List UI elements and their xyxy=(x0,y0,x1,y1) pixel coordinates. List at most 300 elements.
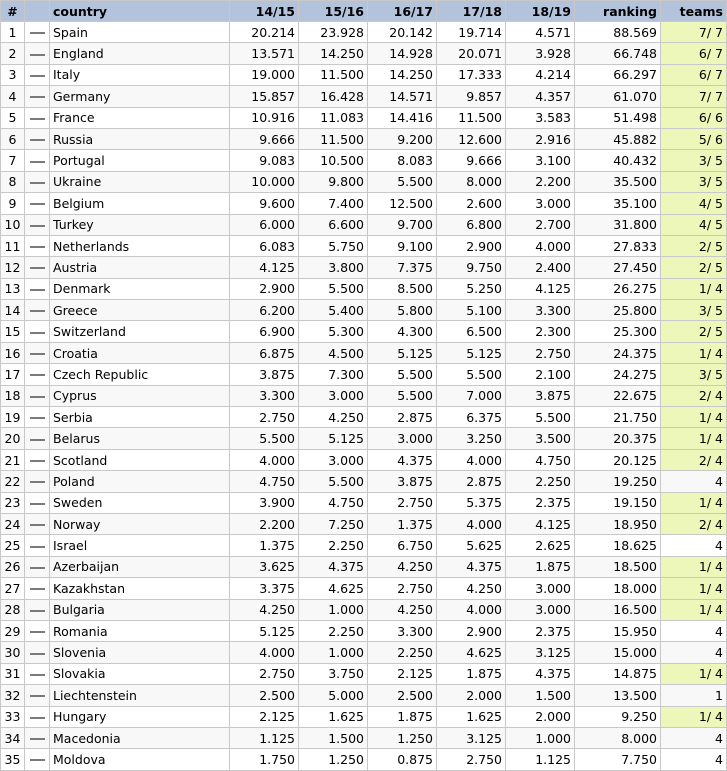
cell-season-16-17: 7.375 xyxy=(368,257,437,278)
cell-teams: 1/ 4 xyxy=(661,428,727,449)
cell-season-14-15: 2.125 xyxy=(230,706,299,727)
cell-country[interactable]: Scotland xyxy=(50,449,230,470)
cell-teams: 3/ 5 xyxy=(661,150,727,171)
cell-ranking: 18.000 xyxy=(575,578,661,599)
cell-rank: 32 xyxy=(1,685,25,706)
cell-teams: 1/ 4 xyxy=(661,599,727,620)
header-country[interactable]: country xyxy=(50,1,230,22)
cell-country[interactable]: Switzerland xyxy=(50,321,230,342)
cell-season-15-16: 1.000 xyxy=(299,599,368,620)
cell-rank: 22 xyxy=(1,471,25,492)
cell-ranking: 51.498 xyxy=(575,107,661,128)
cell-country[interactable]: Germany xyxy=(50,86,230,107)
cell-country[interactable]: England xyxy=(50,43,230,64)
cell-rank: 4 xyxy=(1,86,25,107)
cell-season-15-16: 1.000 xyxy=(299,642,368,663)
flag-icon xyxy=(30,524,45,526)
cell-country[interactable]: Spain xyxy=(50,22,230,43)
cell-season-18-19: 4.750 xyxy=(506,449,575,470)
cell-season-14-15: 6.900 xyxy=(230,321,299,342)
cell-rank: 10 xyxy=(1,214,25,235)
cell-season-16-17: 4.375 xyxy=(368,449,437,470)
cell-season-16-17: 9.200 xyxy=(368,128,437,149)
cell-season-17-18: 5.375 xyxy=(437,492,506,513)
table-row[interactable] xyxy=(1,300,727,321)
cell-season-18-19: 3.125 xyxy=(506,642,575,663)
cell-rank: 31 xyxy=(1,663,25,684)
cell-teams: 3/ 5 xyxy=(661,171,727,192)
cell-teams: 2/ 4 xyxy=(661,513,727,534)
cell-season-16-17: 5.500 xyxy=(368,171,437,192)
flag-icon xyxy=(30,310,45,312)
cell-season-16-17: 14.928 xyxy=(368,43,437,64)
flag-icon xyxy=(30,503,45,505)
table-row[interactable] xyxy=(1,171,727,192)
flag-cell xyxy=(25,342,50,363)
cell-ranking: 18.950 xyxy=(575,513,661,534)
cell-season-15-16: 14.250 xyxy=(299,43,368,64)
flag-icon xyxy=(30,75,45,77)
cell-season-18-19: 4.571 xyxy=(506,22,575,43)
cell-ranking: 24.375 xyxy=(575,342,661,363)
cell-season-16-17: 6.750 xyxy=(368,535,437,556)
cell-ranking: 15.950 xyxy=(575,620,661,641)
table-body xyxy=(1,22,727,771)
cell-season-15-16: 7.400 xyxy=(299,193,368,214)
table-row[interactable] xyxy=(1,556,727,577)
cell-season-18-19: 3.000 xyxy=(506,193,575,214)
table-row[interactable] xyxy=(1,321,727,342)
cell-season-14-15: 2.900 xyxy=(230,278,299,299)
table-row[interactable] xyxy=(1,642,727,663)
cell-season-15-16: 5.300 xyxy=(299,321,368,342)
table-row[interactable] xyxy=(1,107,727,128)
table-row[interactable] xyxy=(1,22,727,43)
cell-season-17-18: 9.857 xyxy=(437,86,506,107)
cell-country[interactable]: Belgium xyxy=(50,193,230,214)
cell-country[interactable]: Kazakhstan xyxy=(50,578,230,599)
cell-season-18-19: 2.750 xyxy=(506,342,575,363)
cell-country[interactable]: Slovenia xyxy=(50,642,230,663)
cell-season-18-19: 2.700 xyxy=(506,214,575,235)
cell-teams: 1/ 4 xyxy=(661,556,727,577)
cell-country[interactable]: Croatia xyxy=(50,342,230,363)
cell-country[interactable]: Portugal xyxy=(50,150,230,171)
flag-icon xyxy=(30,353,45,355)
cell-teams: 4 xyxy=(661,749,727,770)
flag-icon xyxy=(30,54,45,56)
cell-season-14-15: 13.571 xyxy=(230,43,299,64)
cell-season-14-15: 2.200 xyxy=(230,513,299,534)
cell-teams: 6/ 7 xyxy=(661,43,727,64)
cell-season-17-18: 5.125 xyxy=(437,342,506,363)
flag-icon xyxy=(30,717,45,719)
cell-country[interactable]: France xyxy=(50,107,230,128)
cell-season-16-17: 2.750 xyxy=(368,492,437,513)
cell-ranking: 8.000 xyxy=(575,727,661,748)
cell-season-16-17: 2.250 xyxy=(368,642,437,663)
cell-teams: 2/ 4 xyxy=(661,385,727,406)
cell-rank: 23 xyxy=(1,492,25,513)
cell-season-17-18: 5.500 xyxy=(437,364,506,385)
table-row[interactable] xyxy=(1,535,727,556)
table-row[interactable] xyxy=(1,620,727,641)
flag-icon xyxy=(30,610,45,612)
cell-season-16-17: 9.700 xyxy=(368,214,437,235)
cell-rank: 33 xyxy=(1,706,25,727)
cell-country[interactable]: Russia xyxy=(50,128,230,149)
cell-season-16-17: 8.083 xyxy=(368,150,437,171)
header-season-15-16[interactable]: 15/16 xyxy=(299,1,368,22)
cell-season-16-17: 5.125 xyxy=(368,342,437,363)
cell-season-15-16: 11.500 xyxy=(299,128,368,149)
cell-ranking: 27.450 xyxy=(575,257,661,278)
table-row[interactable] xyxy=(1,407,727,428)
cell-season-15-16: 4.375 xyxy=(299,556,368,577)
flag-cell xyxy=(25,150,50,171)
table-row[interactable] xyxy=(1,150,727,171)
flag-cell xyxy=(25,86,50,107)
cell-rank: 21 xyxy=(1,449,25,470)
cell-teams: 4/ 5 xyxy=(661,193,727,214)
flag-icon xyxy=(30,396,45,398)
cell-ranking: 19.250 xyxy=(575,471,661,492)
cell-rank: 30 xyxy=(1,642,25,663)
table-header xyxy=(1,1,727,22)
cell-season-18-19: 1.500 xyxy=(506,685,575,706)
cell-season-18-19: 3.928 xyxy=(506,43,575,64)
table-row[interactable] xyxy=(1,599,727,620)
flag-icon xyxy=(30,546,45,548)
flag-cell xyxy=(25,235,50,256)
table-row[interactable] xyxy=(1,471,727,492)
table-row[interactable] xyxy=(1,235,727,256)
cell-teams: 2/ 5 xyxy=(661,257,727,278)
flag-icon xyxy=(30,631,45,633)
header-season-16-17[interactable]: 16/17 xyxy=(368,1,437,22)
cell-season-17-18: 2.900 xyxy=(437,235,506,256)
cell-country[interactable]: Moldova xyxy=(50,749,230,770)
cell-country[interactable]: Romania xyxy=(50,620,230,641)
table-row[interactable] xyxy=(1,64,727,85)
header-teams[interactable]: teams xyxy=(661,1,727,22)
cell-teams: 1/ 4 xyxy=(661,578,727,599)
cell-season-14-15: 2.750 xyxy=(230,663,299,684)
cell-teams: 2/ 4 xyxy=(661,449,727,470)
cell-rank: 2 xyxy=(1,43,25,64)
table-row[interactable] xyxy=(1,278,727,299)
cell-ranking: 21.750 xyxy=(575,407,661,428)
cell-season-14-15: 15.857 xyxy=(230,86,299,107)
header-season-18-19[interactable]: 18/19 xyxy=(506,1,575,22)
cell-season-18-19: 2.100 xyxy=(506,364,575,385)
cell-season-18-19: 2.625 xyxy=(506,535,575,556)
cell-teams: 1 xyxy=(661,685,727,706)
cell-country[interactable]: Cyprus xyxy=(50,385,230,406)
table-row[interactable] xyxy=(1,128,727,149)
cell-season-17-18: 12.600 xyxy=(437,128,506,149)
cell-country[interactable]: Hungary xyxy=(50,706,230,727)
table-row[interactable] xyxy=(1,385,727,406)
cell-season-16-17: 9.100 xyxy=(368,235,437,256)
table-row[interactable] xyxy=(1,364,727,385)
table-row[interactable] xyxy=(1,43,727,64)
cell-teams: 6/ 6 xyxy=(661,107,727,128)
cell-season-16-17: 2.125 xyxy=(368,663,437,684)
flag-cell xyxy=(25,706,50,727)
cell-season-14-15: 9.600 xyxy=(230,193,299,214)
flag-cell xyxy=(25,385,50,406)
cell-ranking: 61.070 xyxy=(575,86,661,107)
cell-teams: 4 xyxy=(661,535,727,556)
table-row[interactable] xyxy=(1,663,727,684)
table-row[interactable] xyxy=(1,214,727,235)
table-row[interactable] xyxy=(1,706,727,727)
flag-cell xyxy=(25,749,50,770)
cell-season-14-15: 19.000 xyxy=(230,64,299,85)
cell-country[interactable]: Serbia xyxy=(50,407,230,428)
cell-country[interactable]: Liechtenstein xyxy=(50,685,230,706)
table-row[interactable] xyxy=(1,257,727,278)
cell-season-18-19: 4.375 xyxy=(506,663,575,684)
cell-season-15-16: 2.250 xyxy=(299,620,368,641)
cell-season-18-19: 2.916 xyxy=(506,128,575,149)
cell-country[interactable]: Macedonia xyxy=(50,727,230,748)
header-season-17-18[interactable]: 17/18 xyxy=(437,1,506,22)
cell-teams: 4/ 5 xyxy=(661,214,727,235)
cell-ranking: 20.375 xyxy=(575,428,661,449)
cell-teams: 1/ 4 xyxy=(661,278,727,299)
cell-season-15-16: 23.928 xyxy=(299,22,368,43)
flag-icon xyxy=(30,203,45,205)
cell-season-18-19: 2.375 xyxy=(506,492,575,513)
cell-season-16-17: 5.500 xyxy=(368,385,437,406)
cell-country[interactable]: Israel xyxy=(50,535,230,556)
header-rank[interactable]: # xyxy=(1,1,25,22)
cell-season-18-19: 3.500 xyxy=(506,428,575,449)
cell-teams: 7/ 7 xyxy=(661,22,727,43)
flag-icon xyxy=(30,417,45,419)
table-row[interactable] xyxy=(1,513,727,534)
cell-season-14-15: 4.250 xyxy=(230,599,299,620)
cell-season-16-17: 1.250 xyxy=(368,727,437,748)
cell-season-17-18: 1.625 xyxy=(437,706,506,727)
cell-season-14-15: 6.000 xyxy=(230,214,299,235)
cell-season-15-16: 4.750 xyxy=(299,492,368,513)
cell-rank: 3 xyxy=(1,64,25,85)
cell-season-17-18: 2.750 xyxy=(437,749,506,770)
cell-season-17-18: 3.250 xyxy=(437,428,506,449)
flag-cell xyxy=(25,128,50,149)
cell-season-17-18: 6.800 xyxy=(437,214,506,235)
flag-icon xyxy=(30,674,45,676)
cell-season-15-16: 5.500 xyxy=(299,278,368,299)
cell-country[interactable]: Denmark xyxy=(50,278,230,299)
cell-ranking: 25.800 xyxy=(575,300,661,321)
cell-teams: 1/ 4 xyxy=(661,407,727,428)
table-row[interactable] xyxy=(1,749,727,770)
cell-country[interactable]: Czech Republic xyxy=(50,364,230,385)
cell-season-14-15: 3.375 xyxy=(230,578,299,599)
cell-rank: 9 xyxy=(1,193,25,214)
flag-cell xyxy=(25,22,50,43)
flag-icon xyxy=(30,139,45,141)
cell-season-17-18: 2.000 xyxy=(437,685,506,706)
cell-season-14-15: 9.083 xyxy=(230,150,299,171)
header-ranking[interactable]: ranking xyxy=(575,1,661,22)
flag-icon xyxy=(30,567,45,569)
flag-cell xyxy=(25,428,50,449)
cell-country[interactable]: Austria xyxy=(50,257,230,278)
table-row[interactable] xyxy=(1,342,727,363)
cell-country[interactable]: Azerbaijan xyxy=(50,556,230,577)
cell-teams: 4 xyxy=(661,620,727,641)
cell-season-16-17: 2.500 xyxy=(368,685,437,706)
cell-ranking: 15.000 xyxy=(575,642,661,663)
cell-rank: 28 xyxy=(1,599,25,620)
table-row[interactable] xyxy=(1,449,727,470)
cell-season-15-16: 3.800 xyxy=(299,257,368,278)
cell-season-16-17: 3.000 xyxy=(368,428,437,449)
flag-icon xyxy=(30,96,45,98)
flag-cell xyxy=(25,278,50,299)
cell-ranking: 20.125 xyxy=(575,449,661,470)
cell-country[interactable]: Norway xyxy=(50,513,230,534)
table-row[interactable] xyxy=(1,428,727,449)
cell-season-17-18: 2.600 xyxy=(437,193,506,214)
cell-country[interactable]: Belarus xyxy=(50,428,230,449)
cell-season-16-17: 1.375 xyxy=(368,513,437,534)
cell-season-15-16: 11.500 xyxy=(299,64,368,85)
flag-cell xyxy=(25,599,50,620)
cell-season-18-19: 4.125 xyxy=(506,278,575,299)
cell-country[interactable]: Slovakia xyxy=(50,663,230,684)
cell-rank: 1 xyxy=(1,22,25,43)
flag-cell xyxy=(25,64,50,85)
cell-season-15-16: 2.250 xyxy=(299,535,368,556)
cell-ranking: 31.800 xyxy=(575,214,661,235)
cell-season-14-15: 9.666 xyxy=(230,128,299,149)
cell-teams: 1/ 4 xyxy=(661,706,727,727)
cell-country[interactable]: Ukraine xyxy=(50,171,230,192)
table-row[interactable] xyxy=(1,727,727,748)
flag-icon xyxy=(30,738,45,740)
cell-season-14-15: 10.000 xyxy=(230,171,299,192)
cell-season-14-15: 20.214 xyxy=(230,22,299,43)
cell-season-18-19: 5.500 xyxy=(506,407,575,428)
flag-icon xyxy=(30,161,45,163)
cell-country[interactable]: Bulgaria xyxy=(50,599,230,620)
cell-rank: 25 xyxy=(1,535,25,556)
cell-season-18-19: 3.875 xyxy=(506,385,575,406)
cell-season-18-19: 3.000 xyxy=(506,599,575,620)
cell-season-16-17: 12.500 xyxy=(368,193,437,214)
cell-season-17-18: 4.000 xyxy=(437,449,506,470)
cell-season-16-17: 20.142 xyxy=(368,22,437,43)
header-season-14-15[interactable]: 14/15 xyxy=(230,1,299,22)
cell-teams: 7/ 7 xyxy=(661,86,727,107)
cell-season-17-18: 17.333 xyxy=(437,64,506,85)
cell-season-18-19: 4.357 xyxy=(506,86,575,107)
cell-rank: 19 xyxy=(1,407,25,428)
cell-country[interactable]: Sweden xyxy=(50,492,230,513)
cell-rank: 20 xyxy=(1,428,25,449)
table-row[interactable] xyxy=(1,492,727,513)
cell-teams: 4 xyxy=(661,471,727,492)
cell-season-15-16: 6.600 xyxy=(299,214,368,235)
cell-country[interactable]: Poland xyxy=(50,471,230,492)
cell-rank: 35 xyxy=(1,749,25,770)
flag-icon xyxy=(30,246,45,248)
cell-ranking: 14.875 xyxy=(575,663,661,684)
flag-cell xyxy=(25,556,50,577)
cell-season-17-18: 9.666 xyxy=(437,150,506,171)
flag-icon xyxy=(30,481,45,483)
cell-rank: 14 xyxy=(1,300,25,321)
cell-season-17-18: 7.000 xyxy=(437,385,506,406)
cell-ranking: 19.150 xyxy=(575,492,661,513)
cell-country[interactable]: Netherlands xyxy=(50,235,230,256)
cell-teams: 6/ 7 xyxy=(661,64,727,85)
cell-rank: 13 xyxy=(1,278,25,299)
cell-ranking: 18.500 xyxy=(575,556,661,577)
flag-icon xyxy=(30,289,45,291)
cell-country[interactable]: Turkey xyxy=(50,214,230,235)
cell-country[interactable]: Italy xyxy=(50,64,230,85)
table-row[interactable] xyxy=(1,578,727,599)
flag-cell xyxy=(25,171,50,192)
cell-season-16-17: 5.800 xyxy=(368,300,437,321)
cell-ranking: 25.300 xyxy=(575,321,661,342)
cell-ranking: 27.833 xyxy=(575,235,661,256)
flag-cell xyxy=(25,407,50,428)
cell-season-14-15: 6.875 xyxy=(230,342,299,363)
cell-season-17-18: 3.125 xyxy=(437,727,506,748)
cell-season-14-15: 5.500 xyxy=(230,428,299,449)
cell-season-15-16: 1.500 xyxy=(299,727,368,748)
cell-season-16-17: 14.416 xyxy=(368,107,437,128)
flag-cell xyxy=(25,471,50,492)
cell-season-14-15: 3.875 xyxy=(230,364,299,385)
cell-rank: 8 xyxy=(1,171,25,192)
flag-cell xyxy=(25,321,50,342)
cell-season-17-18: 20.071 xyxy=(437,43,506,64)
flag-cell xyxy=(25,107,50,128)
cell-season-18-19: 3.583 xyxy=(506,107,575,128)
cell-season-15-16: 16.428 xyxy=(299,86,368,107)
cell-season-15-16: 11.083 xyxy=(299,107,368,128)
cell-season-15-16: 7.250 xyxy=(299,513,368,534)
cell-teams: 1/ 4 xyxy=(661,492,727,513)
cell-season-15-16: 4.250 xyxy=(299,407,368,428)
cell-season-18-19: 2.375 xyxy=(506,620,575,641)
table-row[interactable] xyxy=(1,685,727,706)
table-row[interactable] xyxy=(1,193,727,214)
flag-cell xyxy=(25,364,50,385)
cell-season-17-18: 2.875 xyxy=(437,471,506,492)
table-row[interactable] xyxy=(1,86,727,107)
cell-ranking: 26.275 xyxy=(575,278,661,299)
cell-teams: 3/ 5 xyxy=(661,364,727,385)
flag-icon xyxy=(30,225,45,227)
cell-season-16-17: 4.300 xyxy=(368,321,437,342)
cell-season-15-16: 4.625 xyxy=(299,578,368,599)
cell-season-14-15: 4.000 xyxy=(230,449,299,470)
cell-season-14-15: 6.200 xyxy=(230,300,299,321)
flag-cell xyxy=(25,685,50,706)
cell-country[interactable]: Greece xyxy=(50,300,230,321)
cell-season-14-15: 5.125 xyxy=(230,620,299,641)
